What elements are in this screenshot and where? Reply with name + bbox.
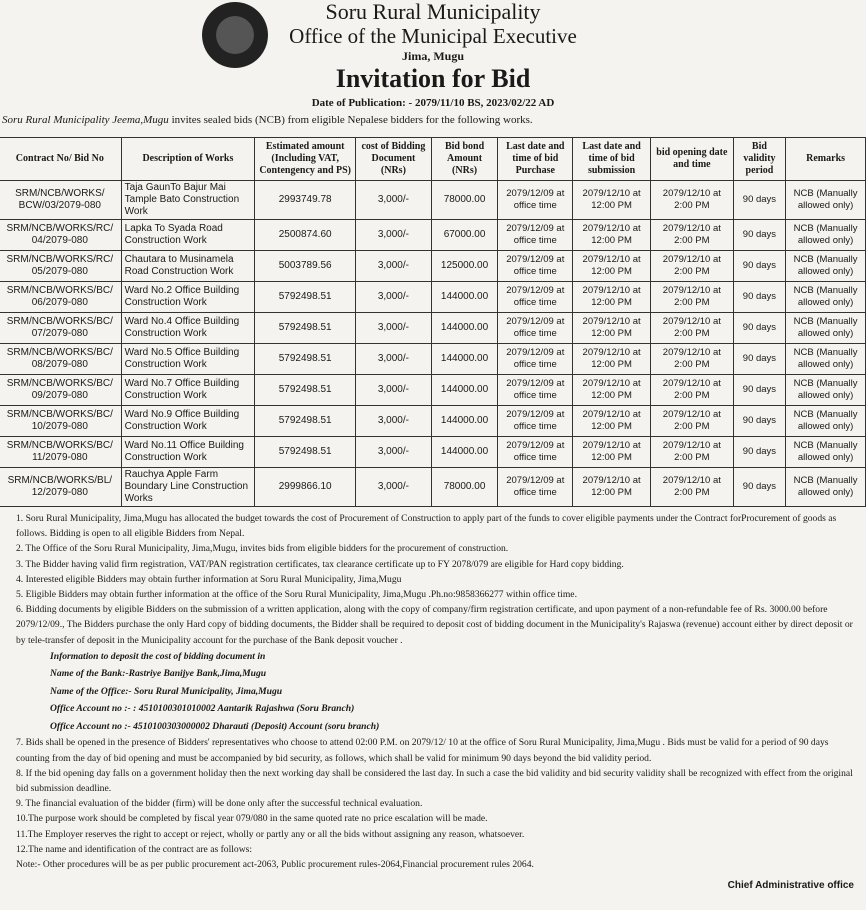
table-cell: 2500874.60	[255, 220, 356, 251]
table-cell: 3,000/-	[356, 344, 432, 375]
page-title: Invitation for Bid	[335, 64, 531, 93]
table-row	[0, 375, 866, 406]
table-cell: SRM/NCB/WORKS/BC/ 07/2079-080	[0, 313, 121, 344]
column-header: Bid bond Amount (NRs)	[431, 138, 498, 181]
column-header: Estimated amount (Including VAT, Contengency and PS)	[255, 138, 356, 181]
table-cell: 2079/12/09 at office time	[498, 251, 573, 282]
note-item: 4. Interested eligible Bidders may obtain further information at Soru Rural Municipality, Jima,Mugu	[16, 573, 402, 585]
table-cell: SRM/NCB/WORKS/BC/ 08/2079-080	[0, 344, 121, 375]
table-cell: 2079/12/10 at 12:00 PM	[573, 344, 651, 375]
column-header: cost of Bidding Document (NRs)	[356, 138, 432, 181]
bank-info-line: Office Account no :- 4510100303000002 Dharauti (Deposit) Account (soru branch)	[50, 720, 380, 732]
table-cell: 3,000/-	[356, 181, 432, 220]
table-cell: NCB (Manually allowed only)	[786, 220, 866, 251]
table-cell: Ward No.4 Office Building Construction Work	[121, 313, 255, 344]
table-cell: 2079/12/10 at 12:00 PM	[573, 406, 651, 437]
table-cell: 2079/12/10 at 2:00 PM	[651, 282, 734, 313]
table-cell: 144000.00	[431, 344, 498, 375]
table-cell: 67000.00	[431, 220, 498, 251]
column-header: Description of Works	[121, 138, 255, 181]
table-row	[0, 344, 866, 375]
table-row	[0, 220, 866, 251]
table-cell: 90 days	[733, 282, 786, 313]
publication-date: Date of Publication: - 2079/11/10 BS, 2023/02/22 AD	[311, 97, 555, 109]
table-cell: 2999866.10	[255, 468, 356, 507]
table-cell: 3,000/-	[356, 251, 432, 282]
table-cell: 2079/12/10 at 12:00 PM	[573, 220, 651, 251]
table-cell: 90 days	[733, 220, 786, 251]
table-cell: 5792498.51	[255, 375, 356, 406]
table-cell: 90 days	[733, 406, 786, 437]
table-cell: 3,000/-	[356, 406, 432, 437]
table-cell: 2079/12/09 at office time	[498, 437, 573, 468]
table-cell: 2079/12/10 at 12:00 PM	[573, 437, 651, 468]
note-item: 3. The Bidder having valid firm registration, VAT/PAN registration certificates, tax clearance certificate up to FY 2078/079 are eligible for Hard copy bidding.	[16, 558, 624, 570]
table-cell: 2079/12/10 at 2:00 PM	[651, 468, 734, 507]
table-row	[0, 181, 866, 220]
table-cell: NCB (Manually allowed only)	[786, 282, 866, 313]
table-cell: SRM/NCB/WORKS/BC/ 09/2079-080	[0, 375, 121, 406]
table-cell: 2079/12/10 at 2:00 PM	[651, 220, 734, 251]
municipality-name: Soru Rural Municipality	[325, 0, 541, 24]
table-cell: 78000.00	[431, 181, 498, 220]
table-cell: 2079/12/09 at office time	[498, 375, 573, 406]
table-cell: 2079/12/10 at 2:00 PM	[651, 344, 734, 375]
table-cell: 144000.00	[431, 375, 498, 406]
column-header: bid opening date and time	[651, 138, 734, 181]
table-cell: Taja GaunTo Bajur Mai Tample Bato Construction Work	[121, 181, 255, 220]
column-header: Last date and time of bid submission	[573, 138, 651, 181]
table-body	[0, 181, 866, 507]
column-header: Contract No/ Bid No	[0, 138, 121, 181]
table-cell: SRM/NCB/WORKS/BL/ 12/2079-080	[0, 468, 121, 507]
table-cell: 2079/12/09 at office time	[498, 220, 573, 251]
letterhead	[0, 0, 866, 112]
table-cell: 90 days	[733, 437, 786, 468]
table-cell: 2079/12/09 at office time	[498, 344, 573, 375]
table-cell: SRM/NCB/WORKS/BC/ 11/2079-080	[0, 437, 121, 468]
column-header: Remarks	[786, 138, 866, 181]
notes-section	[2, 511, 862, 872]
table-cell: 2079/12/10 at 2:00 PM	[651, 251, 734, 282]
note-item: 5. Eligible Bidders may obtain further information at the office of the Soru Rural Municipality, Jima,Mugu .Ph.no:9858366277 within office time.	[16, 589, 577, 601]
table-cell: 144000.00	[431, 406, 498, 437]
note-item: 12.The name and identification of the contract are as follows:	[16, 843, 253, 855]
table-cell: SRM/NCB/WORKS/BC/ 10/2079-080	[0, 406, 121, 437]
table-cell: 5792498.51	[255, 282, 356, 313]
table-cell: 5792498.51	[255, 406, 356, 437]
table-cell: NCB (Manually allowed only)	[786, 251, 866, 282]
table-cell: 3,000/-	[356, 313, 432, 344]
table-cell: NCB (Manually allowed only)	[786, 375, 866, 406]
table-cell: 2079/12/10 at 2:00 PM	[651, 406, 734, 437]
table-cell: 2079/12/10 at 2:00 PM	[651, 313, 734, 344]
table-cell: NCB (Manually allowed only)	[786, 181, 866, 220]
note-item: Note:- Other procedures will be as per public procurement act-2063, Public procurement rules-2064,Financial procurement rules 2064.	[16, 858, 534, 870]
table-cell: 2079/12/09 at office time	[498, 313, 573, 344]
bank-info-line: Name of the Office:- Soru Rural Municipality, Jima,Mugu	[50, 685, 283, 697]
table-cell: 90 days	[733, 251, 786, 282]
table-cell: 2079/12/09 at office time	[498, 282, 573, 313]
table-cell: 5792498.51	[255, 344, 356, 375]
note-item: 7. Bids shall be opened in the presence of Bidders' representatives who choose to attend 02:00 P.M. on 2079/12/ 10 at the office of Soru Rural Municipality, Jima,Mugu . Bids must be valid for a period of 90 days counting from the day of bid opening and must be accompanied by bid security, as follows, which shall be valid for minimum 90 days beyond the bid validity period.	[16, 737, 829, 764]
table-cell: 90 days	[733, 181, 786, 220]
note-item: 6. Bidding documents by eligible Bidders on the submission of a written application, along with the copy of company/firm registration certificate, and upon payment of a non-refundable fee of Rs. 3000.00 before 2079/12/09., The Bidders purchase the only Hard copy of bidding documents, the Bidder shall be required to deposit cost of bidding document in the Municipality's Rajaswa (revenue) account either by direct deposit or by tele-transfer of deposit in the Municipality account for the purchase of the Bank deposit voucher .	[16, 604, 853, 646]
table-row	[0, 468, 866, 507]
table-cell: 90 days	[733, 313, 786, 344]
table-row	[0, 406, 866, 437]
table-header-row	[0, 138, 866, 181]
table-cell: 2993749.78	[255, 181, 356, 220]
table-cell: 2079/12/10 at 12:00 PM	[573, 251, 651, 282]
table-cell: Rauchya Apple Farm Boundary Line Construction Works	[121, 468, 255, 507]
table-cell: SRM/NCB/WORKS/BC/ 06/2079-080	[0, 282, 121, 313]
table-cell: 2079/12/10 at 12:00 PM	[573, 468, 651, 507]
table-cell: 90 days	[733, 468, 786, 507]
table-cell: 90 days	[733, 344, 786, 375]
table-cell: Lapka To Syada Road Construction Work	[121, 220, 255, 251]
table-cell: 2079/12/10 at 12:00 PM	[573, 181, 651, 220]
bank-info-line: Information to deposit the cost of bidding document in	[50, 650, 266, 662]
table-cell: 3,000/-	[356, 375, 432, 406]
column-header: Last date and time of bid Purchase	[498, 138, 573, 181]
table-cell: Ward No.7 Office Building Construction Work	[121, 375, 255, 406]
table-cell: SRM/NCB/WORKS/ BCW/03/2079-080	[0, 181, 121, 220]
table-cell: 2079/12/10 at 12:00 PM	[573, 375, 651, 406]
table-cell: 3,000/-	[356, 468, 432, 507]
intro-rest: invites sealed bids (NCB) from eligible Nepalese bidders for the following works.	[168, 114, 533, 126]
table-cell: Ward No.11 Office Building Construction Work	[121, 437, 255, 468]
table-row	[0, 313, 866, 344]
note-item: 10.The purpose work should be completed by fiscal year 079/080 in the same quoted rate no price escalation will be made.	[16, 813, 488, 825]
note-item: 11.The Employer reserves the right to accept or reject, wholly or partly any or all the bids without assigning any reason, whatsoever.	[16, 828, 525, 840]
document-body	[0, 137, 866, 892]
table-cell: 90 days	[733, 375, 786, 406]
table-cell: Ward No.9 Office Building Construction Work	[121, 406, 255, 437]
table-cell: 5003789.56	[255, 251, 356, 282]
table-cell: 3,000/-	[356, 282, 432, 313]
table-cell: 2079/12/10 at 12:00 PM	[573, 282, 651, 313]
note-item: 2. The Office of the Soru Rural Municipality, Jima,Mugu, invites bids from eligible bidders for the procurement of construction.	[16, 543, 509, 555]
table-cell: NCB (Manually allowed only)	[786, 344, 866, 375]
table-cell: SRM/NCB/WORKS/RC/ 05/2079-080	[0, 251, 121, 282]
table-cell: NCB (Manually allowed only)	[786, 437, 866, 468]
table-cell: 125000.00	[431, 251, 498, 282]
location: Jima, Mugu	[401, 49, 464, 63]
table-cell: 2079/12/09 at office time	[498, 468, 573, 507]
table-cell: NCB (Manually allowed only)	[786, 313, 866, 344]
bank-info-line: Name of the Bank:-Rastriye Banijye Bank,Jima,Mugu	[50, 668, 267, 680]
table-cell: NCB (Manually allowed only)	[786, 406, 866, 437]
table-cell: 144000.00	[431, 313, 498, 344]
column-header: Bid validity period	[733, 138, 786, 181]
table-row	[0, 251, 866, 282]
table-cell: Ward No.2 Office Building Construction Work	[121, 282, 255, 313]
table-cell: 5792498.51	[255, 437, 356, 468]
intro-name: Soru Rural Municipality Jeema,Mugu	[2, 114, 169, 126]
table-cell: Ward No.5 Office Building Construction Work	[121, 344, 255, 375]
table-cell: Chautara to Musinamela Road Construction Work	[121, 251, 255, 282]
table-cell: 2079/12/10 at 2:00 PM	[651, 181, 734, 220]
table-cell: 2079/12/10 at 12:00 PM	[573, 313, 651, 344]
bank-info-line: Office Account no :- : 4510100301010002 Aantarik Rajashwa (Soru Branch)	[50, 703, 355, 715]
table-cell: 2079/12/09 at office time	[498, 406, 573, 437]
table-cell: 2079/12/10 at 2:00 PM	[651, 375, 734, 406]
table-cell: 144000.00	[431, 282, 498, 313]
table-cell: 144000.00	[431, 437, 498, 468]
table-cell: 78000.00	[431, 468, 498, 507]
table-cell: 2079/12/09 at office time	[498, 181, 573, 220]
table-cell: SRM/NCB/WORKS/RC/ 04/2079-080	[0, 220, 121, 251]
intro-text	[2, 113, 533, 127]
note-item: 1. Soru Rural Municipality, Jima,Mugu has allocated the budget towards the cost of Procurement of Construction to apply part of the funds to cover eligible payments under the Contract forProcurement of goods as follows. Bidding is open to all eligible Bidders from Nepal.	[16, 513, 837, 540]
bid-table	[0, 137, 866, 507]
table-row	[0, 437, 866, 468]
signature-title: Chief Administrative office	[727, 880, 854, 892]
table-cell: 2079/12/10 at 2:00 PM	[651, 437, 734, 468]
table-cell: 3,000/-	[356, 437, 432, 468]
table-cell: NCB (Manually allowed only)	[786, 468, 866, 507]
note-item: 9. The financial evaluation of the bidder (firm) will be done only after the successful technical evaluation.	[16, 798, 423, 810]
table-cell: 5792498.51	[255, 313, 356, 344]
table-cell: 3,000/-	[356, 220, 432, 251]
table-row	[0, 282, 866, 313]
note-item: 8. If the bid opening day falls on a government holiday then the next working day shall be considered the last day. In such a case the bid validity and bid security validity shall be recognized with effect from the original bid submission deadline.	[16, 767, 853, 794]
office-name: Office of the Municipal Executive	[289, 24, 577, 48]
